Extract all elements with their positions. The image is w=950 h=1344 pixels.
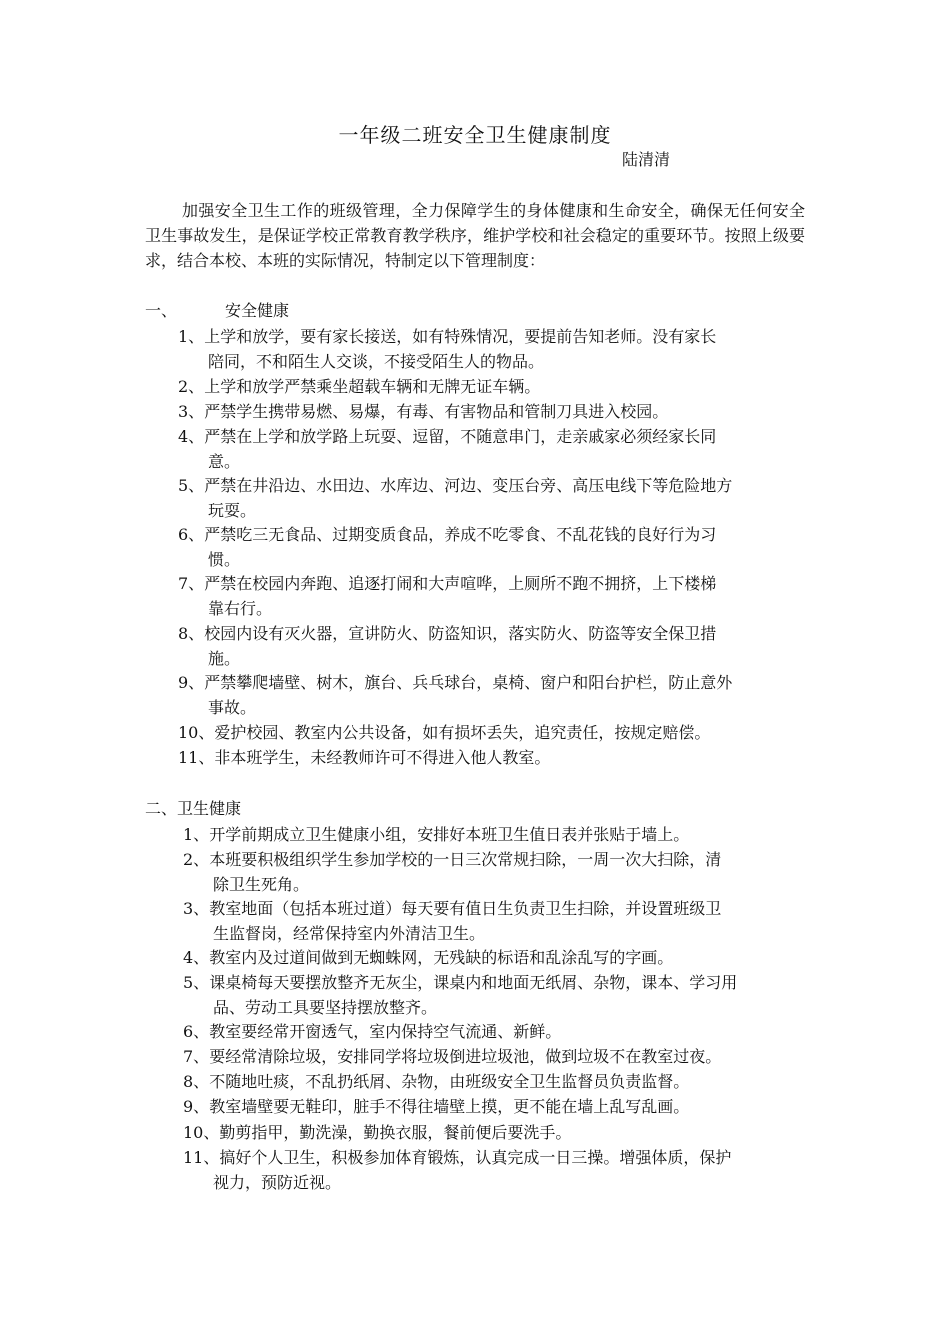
list-item: 5、课桌椅每天要摆放整齐无灰尘，课桌内和地面无纸屑、杂物，课本、学习用 品、劳动工具要坚持摆放整齐。 xyxy=(183,973,738,1017)
section-heading-safety xyxy=(145,299,289,323)
list-item: 11、非本班学生，未经教师许可不得进入他人教室。 xyxy=(178,748,551,767)
intro-paragraph: 加强安全卫生工作的班级管理，全力保障学生的身体健康和生命安全，确保无任何安全卫生事故发生，是保证学校正常教育教学秩序，维护学校和社会稳定的重要环节。按照上级要求，结合本校、本班的实际情况，特制定以下管理制度： xyxy=(145,201,805,270)
list-item: 6、教室要经常开窗透气，室内保持空气流通、新鲜。 xyxy=(183,1022,562,1041)
list-item: 4、严禁在上学和放学路上玩耍、逗留，不随意串门，走亲戚家必须经家长同 意。 xyxy=(178,427,717,471)
document-title: 一年级二班安全卫生健康制度 xyxy=(338,123,612,147)
list-item: 9、教室墙壁要无鞋印，脏手不得往墙壁上摸，更不能在墙上乱写乱画。 xyxy=(183,1097,690,1116)
list-item: 3、教室地面（包括本班过道）每天要有值日生负责卫生扫除，并设置班级卫 生监督岗，经常保持室内外清洁卫生。 xyxy=(183,899,722,943)
list-item: 9、严禁攀爬墙壁、树木，旗台、兵乓球台，桌椅、窗户和阳台护栏，防止意外 事故。 xyxy=(178,673,733,717)
list-item: 7、要经常清除垃圾，安排同学将垃圾倒进垃圾池，做到垃圾不在教室过夜。 xyxy=(183,1047,722,1066)
list-item: 5、严禁在井沿边、水田边、水库边、河边、变压台旁、高压电线下等危险地方 玩耍。 xyxy=(178,476,733,520)
list-item: 4、教室内及过道间做到无蜘蛛网，无残缺的标语和乱涂乱写的字画。 xyxy=(183,948,674,967)
list-item: 2、本班要积极组织学生参加学校的一日三次常规扫除，一周一次大扫除，清 除卫生死角。 xyxy=(183,850,722,894)
list-item: 10、勤剪指甲，勤洗澡，勤换衣服，餐前便后要洗手。 xyxy=(183,1123,572,1142)
list-item: 1、开学前期成立卫生健康小组，安排好本班卫生值日表并张贴于墙上。 xyxy=(183,825,690,844)
list-item: 8、校园内设有灭火器，宣讲防火、防盗知识，落实防火、防盗等安全保卫措 施。 xyxy=(178,624,717,668)
section-number: 一、 xyxy=(145,301,178,320)
list-item: 6、严禁吃三无食品、过期变质食品，养成不吃零食、不乱花钱的良好行为习 惯。 xyxy=(178,525,717,569)
document-author: 陆清清 xyxy=(622,150,671,169)
list-item: 11、搞好个人卫生，积极参加体育锻炼，认真完成一日三操。增强体质，保护 视力，预防近视。 xyxy=(183,1148,732,1192)
section-title: 卫生健康 xyxy=(177,799,242,818)
section-title: 安全健康 xyxy=(225,301,290,320)
list-item: 1、上学和放学，要有家长接送，如有特殊情况，要提前告知老师。没有家长 陪同，不和陌生人交谈，不接受陌生人的物品。 xyxy=(178,327,717,371)
section-heading-hygiene xyxy=(145,797,241,821)
section-number: 二、 xyxy=(145,799,178,818)
list-item: 7、严禁在校园内奔跑、追逐打闹和大声喧哗，上厕所不跑不拥挤，上下楼梯 靠右行。 xyxy=(178,574,717,618)
list-item: 10、爱护校园、教室内公共设备，如有损坏丢失，追究责任，按规定赔偿。 xyxy=(178,723,711,742)
list-item: 3、严禁学生携带易燃、易爆，有毒、有害物品和管制刀具进入校园。 xyxy=(178,402,669,421)
list-item: 8、不随地吐痰，不乱扔纸屑、杂物，由班级安全卫生监督员负责监督。 xyxy=(183,1072,690,1091)
list-item: 2、上学和放学严禁乘坐超载车辆和无牌无证车辆。 xyxy=(178,377,541,396)
